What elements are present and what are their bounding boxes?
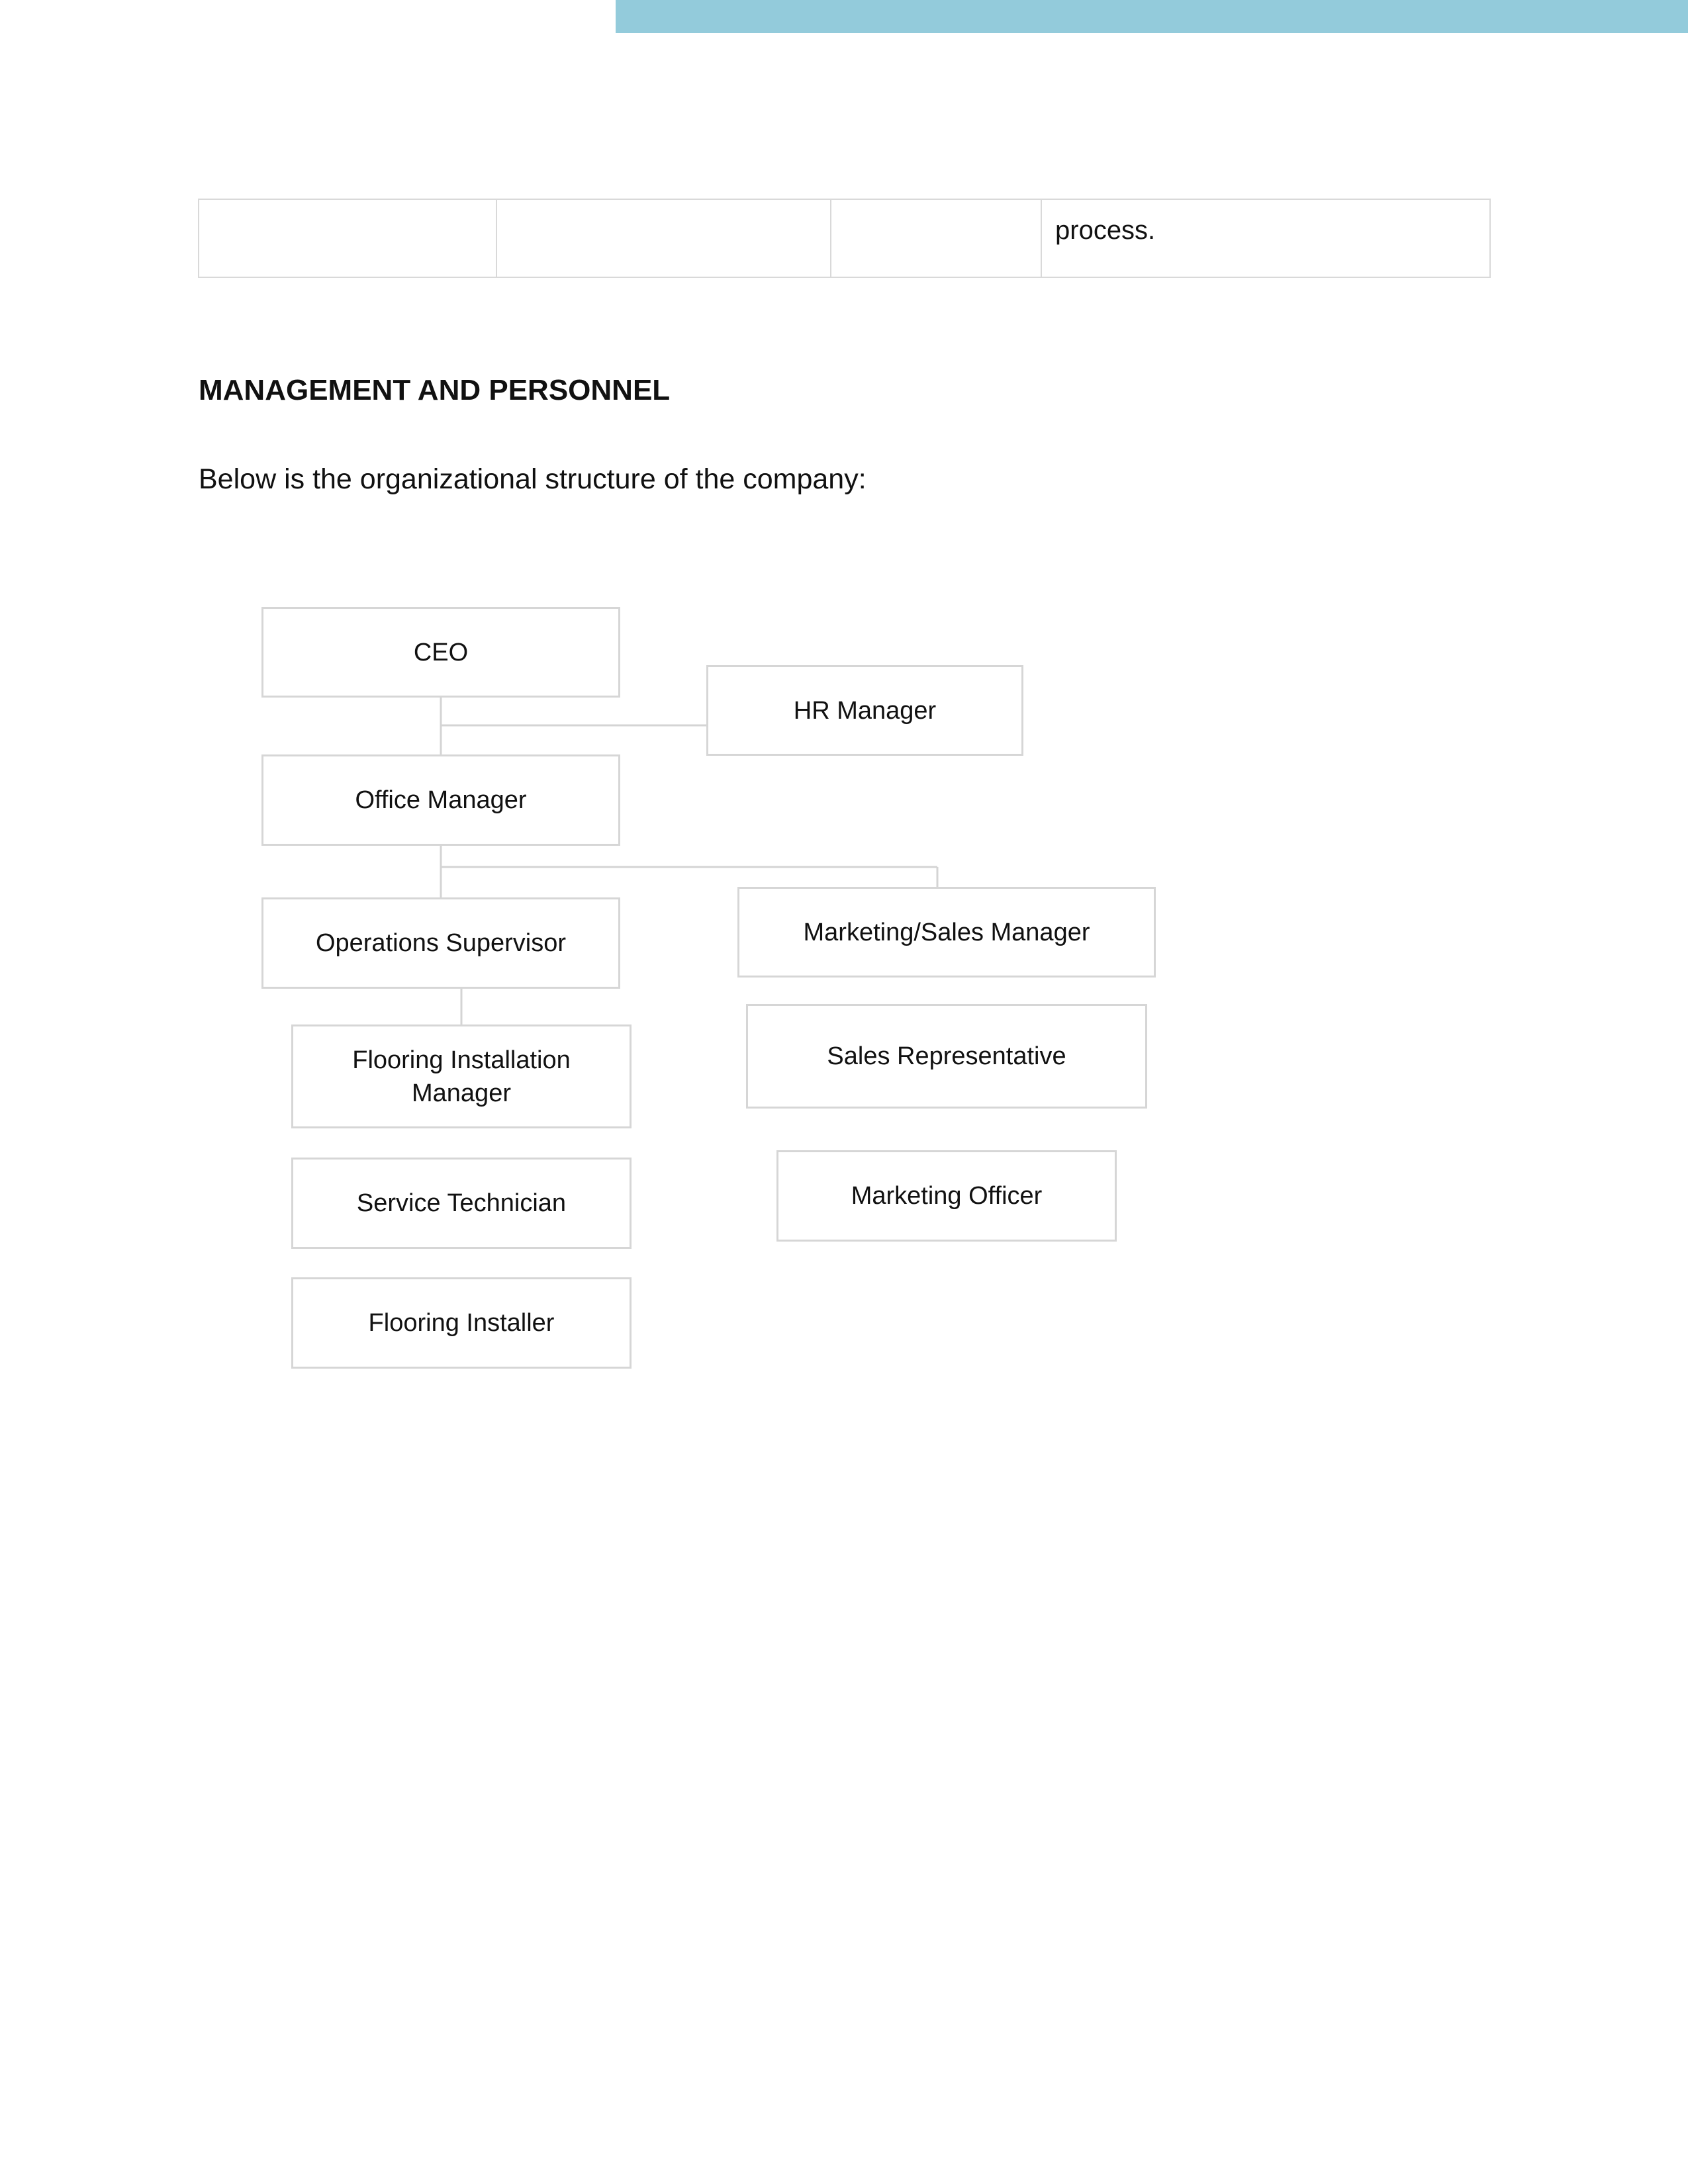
table-cell [1041, 199, 1490, 277]
org-node-office-manager: Office Manager [261, 754, 620, 846]
org-node-sales-representative: Sales Representative [746, 1004, 1147, 1109]
org-node-ceo: CEO [261, 607, 620, 698]
org-node-marketing-sales-manager: Marketing/Sales Manager [737, 887, 1156, 978]
table-cell [199, 199, 496, 277]
org-node-flooring-installer: Flooring Installer [291, 1277, 632, 1369]
org-node-service-technician: Service Technician [291, 1158, 632, 1249]
org-node-flooring-installation-manager: Flooring Installation Manager [291, 1024, 632, 1128]
header-accent-bar [616, 0, 1688, 33]
intro-paragraph: Below is the organizational structure of the company: [199, 463, 867, 495]
table-cell [831, 199, 1041, 277]
org-node-operations-supervisor: Operations Supervisor [261, 897, 620, 989]
org-node-hr-manager: HR Manager [706, 665, 1023, 756]
table-row [199, 199, 1490, 277]
continued-table [198, 199, 1491, 278]
org-node-marketing-officer: Marketing Officer [776, 1150, 1117, 1242]
table-cell [496, 199, 831, 277]
table-cell-text: process. [1055, 216, 1156, 245]
section-heading: MANAGEMENT AND PERSONNEL [199, 374, 671, 406]
